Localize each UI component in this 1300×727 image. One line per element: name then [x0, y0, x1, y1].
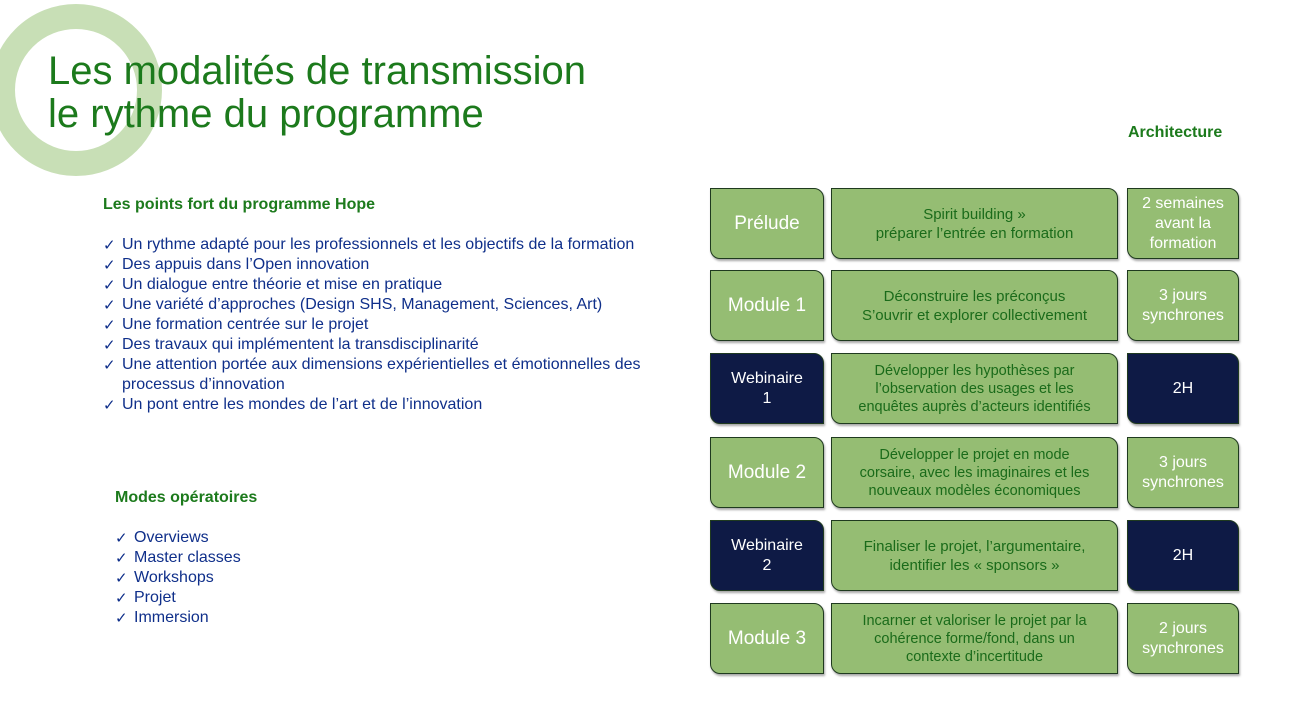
content-box-webinaire-2 — [831, 520, 1118, 591]
duration-box-module-3 — [1127, 603, 1239, 674]
mode-text: Workshops — [134, 569, 214, 586]
text-line: Module 2 — [727, 461, 807, 483]
content-box-module-2 — [831, 437, 1118, 508]
title-line-1: Les modalités de transmission — [48, 49, 587, 93]
duration-text — [1142, 619, 1224, 659]
checkmark-icon: ✓ — [103, 296, 116, 314]
phase-label — [728, 628, 806, 650]
checkmark-icon: ✓ — [115, 609, 128, 627]
text-line: synchrones — [1142, 473, 1224, 491]
point-text: Une formation centrée sur le projet — [122, 316, 369, 333]
text-line: 2 jours — [1158, 619, 1207, 637]
mode-text: Overviews — [134, 529, 209, 546]
list-item — [103, 355, 643, 395]
points-list — [103, 235, 643, 415]
duration-box-webinaire-1 — [1127, 353, 1239, 424]
text-line: formation — [1149, 234, 1217, 252]
duration-box-webinaire-2 — [1127, 520, 1239, 591]
text-line: Développer le projet en mode — [879, 446, 1070, 463]
duration-box-prelude — [1127, 188, 1239, 259]
list-item — [103, 235, 643, 255]
duration-text — [1173, 379, 1193, 399]
content-text — [860, 446, 1090, 500]
content-text — [876, 205, 1074, 243]
text-line: 2 — [762, 556, 772, 574]
modes-title: Modes opératoires — [115, 489, 258, 506]
phase-box-module-3 — [710, 603, 824, 674]
content-text — [862, 612, 1086, 666]
point-text: Des travaux qui implémentent la transdisciplinarité — [122, 336, 479, 353]
content-text — [864, 537, 1086, 575]
text-line: 2 semaines — [1142, 194, 1224, 212]
checkmark-icon: ✓ — [103, 256, 116, 274]
content-box-module-1 — [831, 270, 1118, 341]
text-line: préparer l’entrée en formation — [875, 224, 1074, 242]
text-line: Développer les hypothèses par — [874, 362, 1075, 379]
architecture-label: Architecture — [1128, 124, 1223, 141]
text-line: identifier les « sponsors » — [889, 556, 1060, 574]
point-text: Une variété d’approches (Design SHS, Management, Sciences, Art) — [122, 296, 603, 313]
list-item — [103, 295, 643, 315]
text-line: synchrones — [1142, 306, 1224, 324]
checkmark-icon: ✓ — [103, 336, 116, 354]
phase-box-prelude — [710, 188, 824, 259]
checkmark-icon: ✓ — [115, 529, 128, 547]
point-text: Un rythme adapté pour les professionnels et les objectifs de la formation — [122, 236, 635, 253]
duration-text — [1173, 546, 1193, 566]
mode-text: Master classes — [134, 549, 241, 566]
checkmark-icon: ✓ — [103, 316, 116, 334]
text-line: Webinaire — [731, 536, 803, 554]
text-line: Déconstruire les préconçus — [883, 287, 1066, 305]
list-item — [115, 528, 415, 548]
list-item — [103, 395, 643, 415]
text-line: corsaire, avec les imaginaires et les — [859, 464, 1090, 481]
checkmark-icon: ✓ — [103, 276, 116, 294]
phase-label — [728, 295, 806, 317]
phase-box-webinaire-2 — [710, 520, 824, 591]
points-title: Les points fort du programme Hope — [103, 196, 376, 213]
list-item — [103, 335, 643, 355]
content-box-module-3 — [831, 603, 1118, 674]
duration-text — [1142, 286, 1224, 326]
text-line: synchrones — [1142, 639, 1224, 657]
content-text — [858, 362, 1090, 416]
text-line: 3 jours — [1158, 453, 1207, 471]
text-line: cohérence forme/fond, dans un — [874, 630, 1075, 647]
text-line: enquêtes auprès d’acteurs identifiés — [858, 398, 1091, 415]
text-line: 3 jours — [1158, 286, 1207, 304]
point-text: Un pont entre les mondes de l’art et de l’innovation — [122, 396, 483, 413]
duration-text — [1142, 194, 1224, 254]
duration-box-module-1 — [1127, 270, 1239, 341]
duration-box-module-2 — [1127, 437, 1239, 508]
list-item — [103, 315, 643, 335]
point-text: Un dialogue entre théorie et mise en pratique — [122, 276, 443, 293]
list-item — [115, 588, 415, 608]
checkmark-icon: ✓ — [115, 569, 128, 587]
text-line: Webinaire — [731, 369, 803, 387]
checkmark-icon: ✓ — [115, 549, 128, 567]
title-line-2: le rythme du programme — [48, 92, 484, 136]
text-line: Finaliser le projet, l’argumentaire, — [863, 537, 1086, 555]
duration-text — [1142, 453, 1224, 493]
text-line: Incarner et valoriser le projet par la — [862, 612, 1087, 629]
text-line: S’ouvrir et explorer collectivement — [861, 306, 1088, 324]
page-title — [48, 50, 586, 136]
modes-list — [115, 528, 415, 628]
phase-label — [734, 213, 800, 235]
text-line: Spirit building » — [923, 205, 1026, 223]
text-line: 2H — [1172, 379, 1194, 397]
text-line: 2H — [1172, 546, 1194, 564]
text-line: Prélude — [734, 212, 800, 234]
mode-text: Immersion — [134, 609, 209, 626]
text-line: Module 3 — [727, 627, 807, 649]
phase-label — [728, 462, 806, 484]
list-item — [103, 275, 643, 295]
text-line: 1 — [762, 389, 772, 407]
content-text — [862, 287, 1087, 325]
point-text: Une attention portée aux dimensions expérientielles et émotionnelles des processus d’innovation — [122, 356, 641, 393]
checkmark-icon: ✓ — [103, 356, 116, 374]
text-line: l’observation des usages et les — [875, 380, 1074, 397]
list-item — [115, 608, 415, 628]
text-line: avant la — [1154, 214, 1212, 232]
content-box-webinaire-1 — [831, 353, 1118, 424]
text-line: nouveaux modèles économiques — [868, 482, 1081, 499]
text-line: Module 1 — [727, 294, 807, 316]
phase-box-webinaire-1 — [710, 353, 824, 424]
mode-text: Projet — [134, 589, 176, 606]
phase-label — [731, 536, 803, 576]
phase-box-module-2 — [710, 437, 824, 508]
list-item — [115, 548, 415, 568]
list-item — [115, 568, 415, 588]
content-box-prelude — [831, 188, 1118, 259]
checkmark-icon: ✓ — [103, 236, 116, 254]
checkmark-icon: ✓ — [103, 396, 116, 414]
list-item — [103, 255, 643, 275]
point-text: Des appuis dans l’Open innovation — [122, 256, 370, 273]
phase-box-module-1 — [710, 270, 824, 341]
text-line: contexte d’incertitude — [905, 648, 1044, 665]
checkmark-icon: ✓ — [115, 589, 128, 607]
phase-label — [731, 369, 803, 409]
